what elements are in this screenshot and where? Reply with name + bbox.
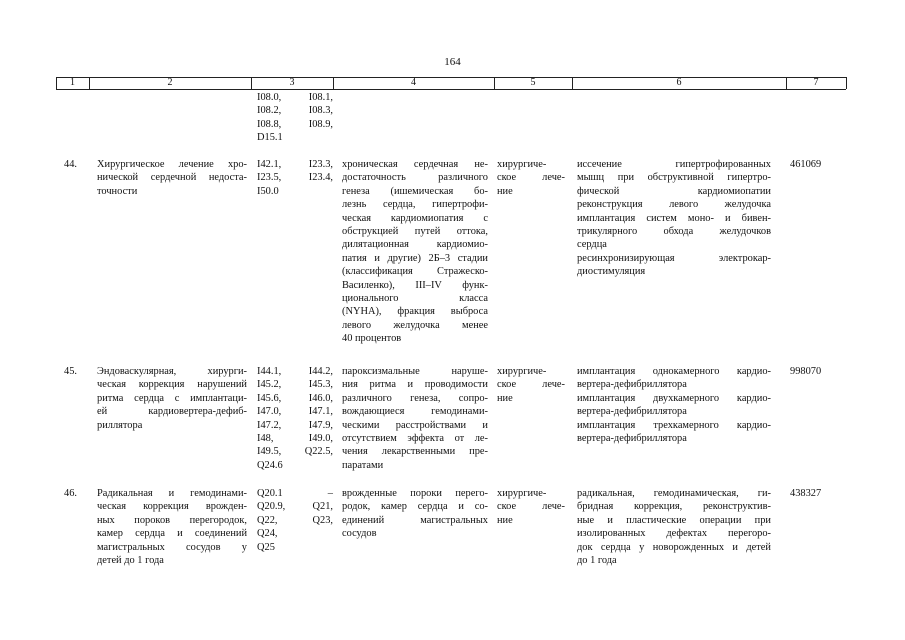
diagnosis-code: I08.0, bbox=[257, 92, 282, 103]
treatment-method-line: реконструкция левого желудочка bbox=[577, 199, 771, 211]
diagnosis-code: I49.0, bbox=[308, 433, 333, 445]
intervention-name-line: ей кардиовертера-дефиб- bbox=[97, 406, 247, 418]
patient-model-line: врожденные пороки перего- bbox=[342, 488, 488, 499]
treatment-method-line: сердца bbox=[577, 239, 607, 251]
patient-model-line: Василенко), III–IV функ- bbox=[342, 279, 488, 291]
treatment-type-line: ское лече- bbox=[497, 501, 565, 513]
column-divider bbox=[846, 77, 847, 89]
patient-model-line: патия и другие) 2Б–3 стадии bbox=[342, 252, 488, 264]
column-divider bbox=[494, 77, 495, 89]
diagnosis-code: Q20.9, bbox=[257, 501, 286, 513]
column-header-2: 2 bbox=[167, 77, 173, 88]
diagnosis-code: I44.2, bbox=[308, 366, 333, 377]
patient-model bbox=[342, 158, 488, 346]
treatment-method-line: док сердца у новорожденных и детей bbox=[577, 541, 771, 553]
diagnosis-code: I23.5, bbox=[257, 172, 282, 184]
treatment-type-line: ское лече- bbox=[497, 172, 565, 184]
intervention-name-line: Эндоваскулярная, хирурги- bbox=[97, 366, 247, 377]
intervention-name-line: точности bbox=[97, 185, 138, 197]
diagnosis-codes bbox=[257, 365, 333, 472]
treatment-method-line: вертера-дефибриллятора bbox=[577, 379, 687, 391]
treatment-method bbox=[577, 487, 771, 567]
row-number: 46. bbox=[64, 488, 77, 499]
intervention-name-line: камер сердца и соединений bbox=[97, 528, 247, 540]
patient-model bbox=[342, 365, 488, 472]
column-header-4: 4 bbox=[411, 77, 416, 88]
patient-model-line: обструкцией путей оттока, bbox=[342, 226, 488, 238]
norm-cost: 438327 bbox=[790, 488, 822, 499]
row-number: 44. bbox=[64, 159, 77, 170]
treatment-type-line: хирургиче- bbox=[497, 488, 547, 499]
patient-model-line: единений магистральных bbox=[342, 514, 488, 526]
treatment-method bbox=[577, 365, 771, 445]
diagnosis-code: – bbox=[327, 488, 333, 499]
patient-model-line: паратами bbox=[342, 459, 384, 471]
diagnosis-code: I08.1, bbox=[308, 92, 333, 103]
treatment-type bbox=[497, 487, 565, 527]
diagnosis-code: Q24, Q25 bbox=[257, 528, 278, 553]
diagnosis-code: I23.4, bbox=[308, 172, 333, 184]
intervention-name-line: Радикальная и гемодинами- bbox=[97, 488, 247, 499]
intervention-name-line: ческая коррекция нарушений bbox=[97, 379, 247, 391]
intervention-name-line: ных пороков перегородок, bbox=[97, 514, 247, 526]
intervention-name-line: ритма сердца с имплантаци- bbox=[97, 392, 247, 404]
diagnosis-code: I47.0, bbox=[257, 406, 282, 418]
treatment-method-line: имплантация трехкамерного кардио- bbox=[577, 419, 771, 431]
patient-model-line: вождающиеся гемодинами- bbox=[342, 406, 488, 418]
treatment-method-line: радикальная, гемодинамическая, ги- bbox=[577, 488, 771, 499]
treatment-method-line: имплантация систем моно- и бивен- bbox=[577, 212, 771, 224]
treatment-type bbox=[497, 365, 565, 405]
treatment-method-line: имплантация однокамерного кардио- bbox=[577, 366, 771, 377]
patient-model-line: (классификация Стражеско- bbox=[342, 266, 488, 278]
column-divider bbox=[786, 77, 787, 89]
diagnosis-code: I48, bbox=[257, 433, 274, 445]
treatment-method-line: диостимуляция bbox=[577, 266, 646, 278]
column-header-6: 6 bbox=[676, 77, 682, 88]
diagnosis-codes bbox=[257, 487, 333, 554]
diagnosis-code bbox=[295, 527, 333, 554]
column-header-1: 1 bbox=[70, 77, 75, 88]
diagnosis-code: I45.6, bbox=[257, 392, 282, 404]
patient-model-line: хроническая сердечная не- bbox=[342, 159, 488, 170]
norm-cost: 998070 bbox=[790, 366, 822, 377]
patient-model-line: пароксизмальные наруше- bbox=[342, 366, 488, 377]
treatment-method-line: имплантация двухкамерного кардио- bbox=[577, 392, 771, 404]
diagnosis-code: I08.3, bbox=[308, 105, 333, 117]
diagnosis-code: Q22.5, bbox=[304, 446, 333, 458]
treatment-method-line: до 1 года bbox=[577, 555, 617, 567]
intervention-name-line: Хирургическое лечение хро- bbox=[97, 159, 247, 170]
column-divider bbox=[56, 77, 57, 89]
intervention-name bbox=[97, 365, 247, 432]
diagnosis-code: I50.0 bbox=[257, 185, 279, 197]
patient-model-line: дилятационная кардиомио- bbox=[342, 239, 488, 251]
patient-model-line: различного генеза, сопро- bbox=[342, 392, 488, 404]
patient-model-line: чения лекарственными пре- bbox=[342, 446, 488, 458]
diagnosis-code: Q21, bbox=[312, 501, 333, 513]
column-divider bbox=[251, 77, 252, 89]
column-divider bbox=[89, 77, 90, 89]
treatment-method-line: иссечение гипертрофированных bbox=[577, 159, 771, 170]
diagnosis-code: I45.3, bbox=[308, 379, 333, 391]
intervention-name-line: детей до 1 года bbox=[97, 555, 164, 567]
patient-model-line: достаточность различного bbox=[342, 172, 488, 184]
diagnosis-code: Q23, bbox=[312, 514, 333, 526]
treatment-type-line: хирургиче- bbox=[497, 159, 547, 170]
patient-model-line: родок, камер сердца и со- bbox=[342, 501, 488, 513]
treatment-method-line: вертера-дефибриллятора bbox=[577, 406, 687, 418]
patient-model-line: ческими расстройствами и bbox=[342, 419, 488, 431]
treatment-type-line: хирургиче- bbox=[497, 366, 547, 377]
column-divider bbox=[572, 77, 573, 89]
diagnosis-code: I44.1, bbox=[257, 366, 282, 377]
row-number: 45. bbox=[64, 366, 77, 377]
treatment-method-line: ные и пластические операции при bbox=[577, 514, 771, 526]
patient-model-line: ционального класса bbox=[342, 293, 488, 305]
diagnosis-code: Q22, bbox=[257, 514, 278, 526]
patient-model-line: ния ритма и проводимости bbox=[342, 379, 488, 391]
intervention-name-line: нической сердечной недоста- bbox=[97, 172, 247, 184]
treatment-type-line: ние bbox=[497, 514, 513, 526]
treatment-method-line: вертера-дефибриллятора bbox=[577, 433, 687, 445]
treatment-method bbox=[577, 158, 771, 279]
patient-model-line: сосудов bbox=[342, 528, 377, 540]
diagnosis-code bbox=[295, 185, 333, 198]
patient-model bbox=[342, 487, 488, 541]
diagnosis-code: I47.9, bbox=[308, 419, 333, 431]
intervention-name-line: риллятора bbox=[97, 419, 143, 431]
table-header-bottom-rule bbox=[56, 89, 846, 90]
intervention-name-line: ческая коррекция врожден- bbox=[97, 501, 247, 513]
diagnosis-code: I08.8, bbox=[257, 118, 282, 130]
diagnosis-code: I23.3, bbox=[308, 159, 333, 170]
intervention-name-line: магистральных сосудов у bbox=[97, 541, 247, 553]
diagnosis-code: I42.1, bbox=[257, 159, 282, 170]
treatment-type-line: ское лече- bbox=[497, 379, 565, 391]
diagnosis-code: I47.2, bbox=[257, 419, 282, 431]
treatment-type-line: ние bbox=[497, 185, 513, 197]
diagnosis-code bbox=[295, 459, 333, 472]
column-header-3: 3 bbox=[289, 77, 295, 88]
diagnosis-code bbox=[295, 131, 333, 144]
patient-model-line: (NYHA), фракция выброса bbox=[342, 306, 488, 318]
treatment-method-line: изолированных дефектах перегоро- bbox=[577, 528, 771, 540]
treatment-type-line: ние bbox=[497, 392, 513, 404]
column-header-5: 5 bbox=[530, 77, 536, 88]
page-number: 164 bbox=[444, 56, 461, 68]
diagnosis-code: D15.1 bbox=[257, 132, 283, 144]
diagnosis-code: Q20.1 bbox=[257, 488, 283, 499]
diagnosis-code: I08.9, bbox=[308, 118, 333, 130]
intervention-name bbox=[97, 487, 247, 567]
treatment-method-line: трикулярного обхода желудочков bbox=[577, 226, 771, 238]
patient-model-line: отсутствием эффекта от ле- bbox=[342, 433, 488, 445]
intervention-name bbox=[97, 158, 247, 198]
diagnosis-codes bbox=[257, 158, 333, 198]
treatment-type bbox=[497, 158, 565, 198]
diagnosis-code: I49.5, bbox=[257, 446, 282, 458]
column-header-7: 7 bbox=[813, 77, 819, 88]
patient-model-line: генеза (ишемическая бо- bbox=[342, 185, 488, 197]
diagnosis-code: I08.2, bbox=[257, 105, 282, 117]
diagnosis-code: I46.0, bbox=[308, 392, 333, 404]
continuation-codes bbox=[257, 91, 333, 145]
diagnosis-code: I45.2, bbox=[257, 379, 282, 391]
treatment-method-line: мышц при обструктивной гипертро- bbox=[577, 172, 771, 184]
diagnosis-code: Q24.6 bbox=[257, 459, 283, 471]
column-divider bbox=[333, 77, 334, 89]
norm-cost: 461069 bbox=[790, 159, 822, 170]
patient-model-line: левого желудочка менее bbox=[342, 319, 488, 331]
patient-model-line: лезнь сердца, гипертрофи- bbox=[342, 199, 488, 211]
diagnosis-code: I47.1, bbox=[308, 406, 333, 418]
treatment-method-line: фической кардиомиопатии bbox=[577, 185, 771, 197]
patient-model-line: 40 процентов bbox=[342, 333, 402, 345]
treatment-method-line: ресинхронизирующая электрокар- bbox=[577, 252, 771, 264]
patient-model-line: ческая кардиомиопатия с bbox=[342, 212, 488, 224]
treatment-method-line: бридная коррекция, реконструктив- bbox=[577, 501, 771, 513]
